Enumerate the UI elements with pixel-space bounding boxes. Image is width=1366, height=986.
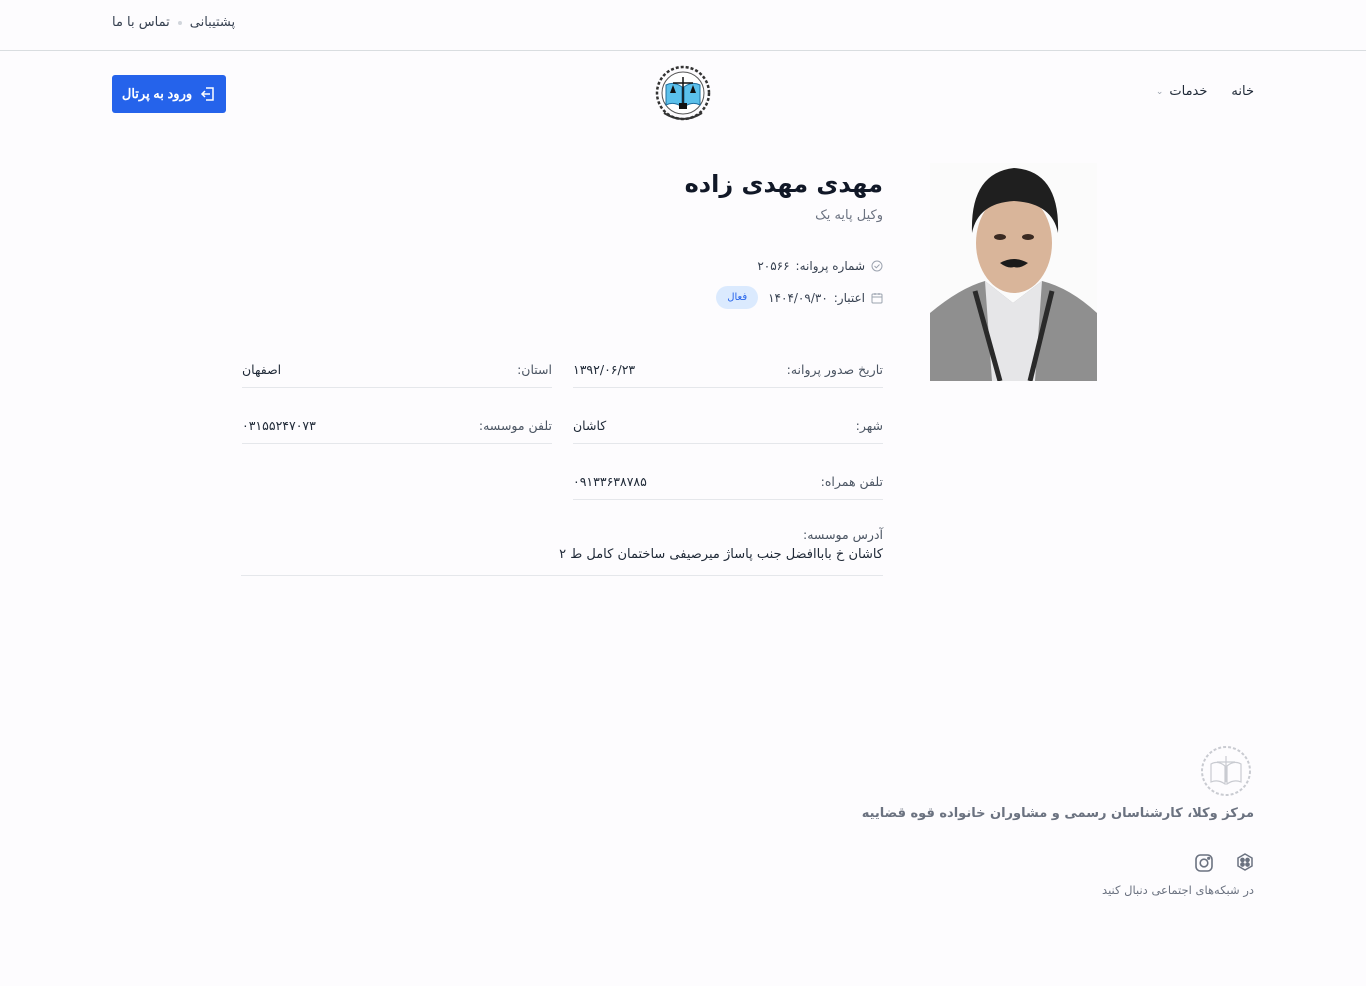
field-value: ۰۹۱۳۳۶۳۸۷۸۵	[573, 473, 647, 489]
social-follow-text: در شبکه‌های اجتماعی دنبال کنید	[1102, 883, 1254, 897]
field-office-address	[241, 525, 883, 576]
lawyer-photo	[930, 163, 1097, 381]
field-value: ۱۳۹۲/۰۶/۲۳	[573, 361, 636, 377]
field-label: تاریخ صدور پروانه:	[786, 361, 883, 377]
social-links	[1194, 853, 1254, 873]
lawyer-title: وکیل پایه یک	[815, 208, 883, 223]
field-city	[573, 407, 883, 444]
contact-us-link[interactable]: تماس با ما	[112, 15, 170, 30]
portal-login-button[interactable]	[112, 75, 226, 113]
chevron-down-icon: ⌄	[1155, 86, 1164, 97]
profile-header	[685, 168, 883, 223]
nav-item-services-label: خدمات	[1169, 84, 1208, 99]
status-badge: فعال	[716, 286, 758, 309]
instagram-icon[interactable]	[1194, 853, 1214, 873]
license-label: شماره پروانه:	[795, 259, 865, 273]
validity-row	[716, 286, 883, 309]
field-office-phone	[242, 407, 552, 444]
judiciary-logo[interactable]	[654, 63, 712, 123]
license-row	[757, 259, 883, 273]
footer-title: مرکز وکلا، کارشناسان رسمی و مشاوران خانواده قوه قضاییه	[861, 806, 1254, 821]
lawyer-name: مهدی مهدی زاده	[684, 170, 883, 198]
nav-item-home[interactable]: خانه	[1231, 84, 1254, 99]
top-bar	[0, 0, 1366, 51]
field-mobile-phone	[573, 463, 883, 500]
rubika-icon[interactable]	[1236, 853, 1254, 873]
field-province	[242, 351, 552, 388]
nav-item-services[interactable]	[1156, 84, 1208, 99]
field-label: تلفن همراه:	[820, 473, 883, 489]
nav-menu	[1156, 84, 1254, 99]
field-value: کاشان	[573, 417, 607, 433]
field-value: اصفهان	[242, 361, 282, 377]
calendar-icon	[871, 292, 883, 304]
footer-logo	[1199, 744, 1253, 798]
field-value: ۰۳۱۵۵۲۴۷۰۷۳	[242, 417, 316, 433]
field-license-issue-date	[573, 351, 883, 388]
support-link[interactable]: پشتیبانی	[189, 15, 236, 30]
top-links	[112, 15, 235, 30]
portal-login-label: ورود به پرتال	[121, 86, 193, 101]
address-value: کاشان خ باباافضل جنب پاساژ میرصیفی ساختمان کامل ط ۲	[559, 547, 883, 562]
field-label: شهر:	[855, 417, 883, 433]
license-number: ۲۰۵۶۶	[757, 259, 790, 273]
validity-label: اعتبار:	[833, 290, 865, 305]
separator-dot	[178, 21, 182, 25]
field-label: استان:	[517, 361, 552, 377]
main-navbar	[0, 52, 1366, 134]
check-circle-icon	[871, 260, 883, 272]
login-icon	[200, 86, 216, 102]
address-label: آدرس موسسه:	[803, 527, 883, 542]
validity-date: ۱۴۰۴/۰۹/۳۰	[768, 290, 828, 305]
field-label: تلفن موسسه:	[478, 417, 552, 433]
